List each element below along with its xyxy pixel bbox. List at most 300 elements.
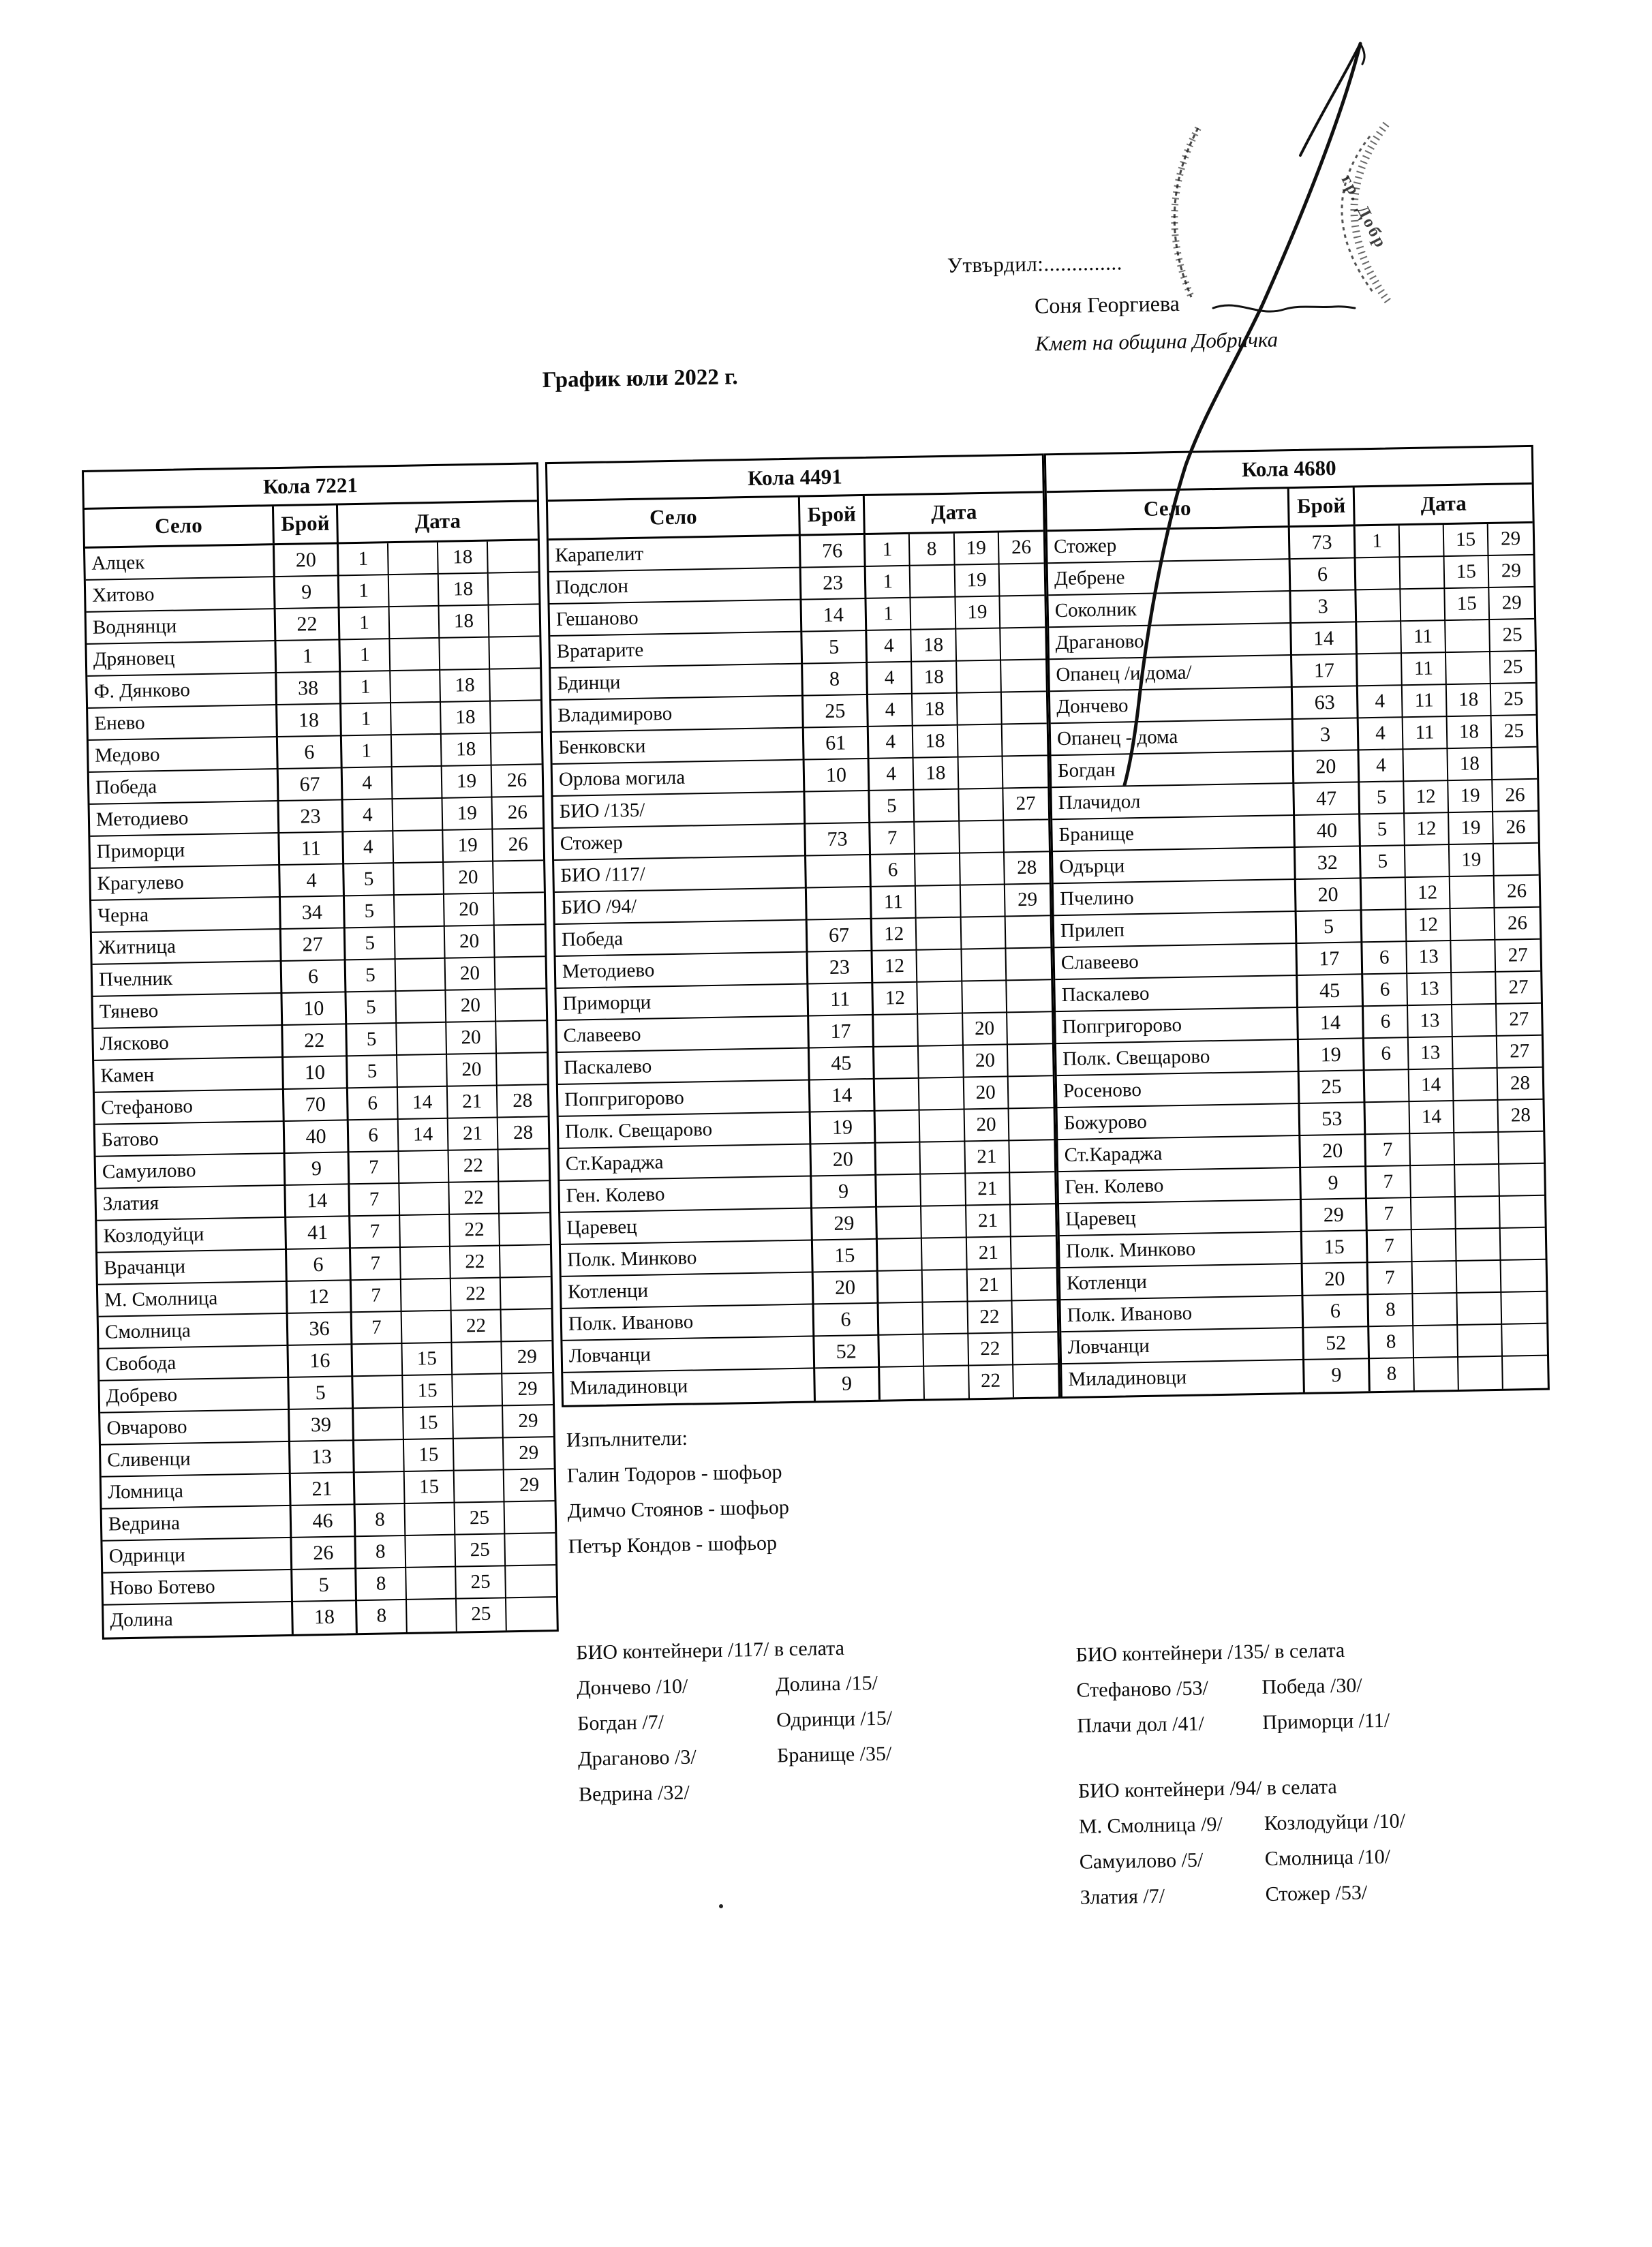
date-cell: 5 [870, 791, 915, 823]
date-cell [1403, 749, 1448, 782]
village-cell: Владимирово [551, 697, 804, 733]
date-cell: 15 [403, 1375, 453, 1408]
date-cell [388, 542, 439, 575]
date-cell [452, 1342, 502, 1375]
bio-section-title: БИО контейнери /94/ в селата [1077, 1775, 1337, 1803]
date-cell: 8 [910, 534, 955, 566]
date-cell: 12 [1407, 909, 1452, 942]
date-cell [1401, 557, 1446, 590]
village-cell: Ломница [102, 1474, 292, 1510]
date-cell: 14 [399, 1119, 449, 1152]
village-cell: Плачидол [1052, 784, 1295, 820]
date-cell: 18 [441, 702, 491, 735]
village-cell: Самуилово [96, 1154, 286, 1189]
count-cell: 20 [1300, 1135, 1366, 1168]
count-cell: 27 [281, 928, 346, 962]
count-cell: 25 [804, 695, 869, 729]
count-cell: 11 [279, 832, 344, 866]
count-cell: 29 [812, 1208, 878, 1241]
date-cell: 29 [1488, 523, 1533, 556]
date-cell [958, 756, 1003, 789]
village-cell: Полк. Свещарово [1056, 1040, 1300, 1076]
count-cell: 3 [1291, 590, 1357, 624]
date-cell [1411, 1197, 1456, 1230]
date-cell [505, 1501, 555, 1534]
date-cell: 11 [1402, 653, 1447, 686]
date-cell [876, 1111, 921, 1144]
date-cell [453, 1374, 503, 1407]
stamp-text: гр. Добр [1337, 172, 1391, 252]
village-cell: Пчелник [93, 962, 283, 997]
date-cell [877, 1207, 922, 1240]
date-cell [1494, 844, 1539, 876]
date-cell [959, 789, 1004, 821]
count-cell: 14 [1298, 1007, 1364, 1040]
date-cell [919, 1046, 964, 1079]
village-cell: Алцек [85, 545, 275, 581]
date-column-header: Дата [414, 508, 461, 534]
village-cell: Дебрене [1048, 560, 1291, 596]
count-cell: 13 [290, 1441, 355, 1474]
count-cell: 23 [279, 800, 344, 834]
bio-section-135 [1075, 1632, 1390, 1744]
date-cell [1001, 660, 1046, 692]
date-cell [495, 957, 546, 990]
count-cell: 6 [287, 1249, 352, 1282]
date-cell: 1 [341, 671, 391, 704]
date-cell: 4 [868, 694, 913, 727]
date-cell: 18 [913, 694, 958, 727]
date-cell: 29 [1005, 884, 1050, 917]
count-cell: 20 [1294, 750, 1360, 784]
date-cell [1008, 1076, 1053, 1109]
date-cell [497, 1053, 547, 1086]
date-cell [1007, 980, 1052, 1013]
date-cell [390, 607, 440, 639]
date-cell [1457, 1261, 1502, 1294]
date-cell: 21 [448, 1118, 499, 1150]
date-cell: 13 [1409, 1037, 1454, 1070]
date-cell: 5 [348, 1056, 398, 1088]
date-cell: 21 [966, 1173, 1011, 1206]
village-cell: Хитово [86, 577, 276, 613]
date-cell: 21 [448, 1086, 498, 1118]
date-cell [1500, 1196, 1545, 1229]
date-cell: 4 [1358, 686, 1403, 718]
date-cell: 5 [346, 928, 396, 960]
date-cell: 19 [443, 830, 493, 863]
date-cell: 19 [1450, 844, 1495, 877]
count-cell: 47 [1294, 782, 1360, 816]
village-cell: Ген. Колево [560, 1176, 812, 1212]
date-cell [407, 1600, 457, 1632]
date-cell: 21 [967, 1269, 1012, 1302]
count-cell: 6 [278, 736, 343, 769]
document-title: График юли 2022 г. [542, 365, 738, 393]
village-cell: Пчелино [1054, 880, 1297, 916]
executors-block [566, 1419, 791, 1565]
village-cell: Стожер [1047, 528, 1291, 564]
date-cell: 6 [1364, 1038, 1409, 1071]
date-cell [1362, 878, 1407, 911]
count-cell: 63 [1293, 686, 1359, 720]
village-column-header: Село [1047, 489, 1290, 530]
date-cell: 6 [1362, 942, 1407, 975]
date-cell: 15 [405, 1471, 455, 1504]
bio-village-count: Ведрина /32/ [578, 1781, 690, 1806]
date-cell [874, 1015, 919, 1048]
count-cell [806, 855, 872, 889]
village-cell: Житница [92, 930, 282, 965]
date-cell: 22 [452, 1310, 502, 1343]
date-cell [923, 1302, 968, 1334]
date-cell: 12 [873, 983, 918, 1015]
date-cell: 29 [502, 1341, 552, 1374]
village-cell: Победа [89, 769, 279, 805]
village-cell: Славеево [557, 1016, 810, 1052]
date-cell: 7 [1366, 1166, 1411, 1199]
date-cell: 22 [968, 1301, 1013, 1334]
date-cell [1011, 1236, 1056, 1269]
date-cell: 12 [872, 919, 917, 951]
village-cell: Славеево [1054, 944, 1298, 980]
date-cell [488, 540, 538, 573]
date-cell [879, 1303, 924, 1336]
date-cell [390, 639, 440, 671]
date-cell [1357, 622, 1402, 654]
date-cell: 25 [1490, 620, 1535, 652]
count-cell: 9 [286, 1152, 350, 1186]
count-column-header: Брой [1289, 487, 1356, 525]
date-cell: 28 [498, 1117, 549, 1150]
date-cell: 7 [350, 1216, 401, 1249]
date-cell [924, 1334, 969, 1366]
count-cell: 46 [292, 1505, 356, 1538]
date-cell [355, 1472, 406, 1505]
count-cell: 1 [276, 640, 341, 673]
date-cell: 20 [444, 894, 495, 927]
village-column-header: Село [85, 506, 275, 547]
count-cell: 23 [801, 567, 867, 600]
date-cell [960, 853, 1005, 885]
date-cell [1000, 628, 1045, 660]
count-cell: 34 [281, 896, 346, 930]
date-cell [489, 605, 540, 637]
date-cell: 8 [1370, 1358, 1415, 1391]
date-cell: 29 [504, 1469, 555, 1502]
date-cell: 26 [1493, 812, 1538, 844]
date-cell [961, 917, 1006, 949]
date-cell [454, 1438, 504, 1471]
date-cell [391, 671, 441, 703]
date-cell [396, 959, 446, 992]
date-cell: 15 [402, 1343, 453, 1376]
date-cell: 8 [356, 1568, 407, 1601]
village-cell: Опанец /и дома/ [1050, 656, 1293, 692]
village-cell: Вратарите [550, 632, 803, 669]
bio-village-count: Стефаново /53/ [1076, 1677, 1209, 1702]
count-cell: 45 [1298, 975, 1364, 1008]
date-cell [915, 854, 960, 887]
village-cell: Черна [91, 898, 281, 933]
count-cell: 6 [814, 1304, 880, 1337]
date-cell: 6 [348, 1088, 399, 1120]
village-cell: Приморци [90, 834, 280, 869]
village-cell: Козлодуйци [97, 1218, 287, 1253]
date-cell [491, 701, 541, 733]
bio-village-count: Бранище /35/ [776, 1742, 892, 1767]
count-cell: 17 [1292, 654, 1358, 688]
count-cell: 5 [289, 1377, 354, 1410]
schedule-table-2 [545, 453, 1060, 1407]
bio-village-count: Одринци /15/ [776, 1707, 893, 1732]
date-cell: 26 [1495, 876, 1540, 908]
count-cell: 15 [1302, 1231, 1368, 1264]
count-cell: 10 [282, 992, 347, 1026]
count-cell: 23 [808, 951, 874, 985]
date-cell [1013, 1332, 1058, 1365]
village-cell: Подслон [549, 568, 802, 605]
date-cell: 8 [356, 1504, 406, 1537]
count-cell: 73 [806, 823, 871, 857]
date-cell: 7 [351, 1248, 401, 1281]
date-cell: 7 [352, 1280, 402, 1313]
count-column-header: Брой [800, 496, 866, 534]
date-cell: 20 [446, 990, 496, 1023]
date-cell: 4 [867, 630, 912, 663]
date-cell: 20 [444, 862, 494, 895]
date-cell [393, 767, 443, 799]
village-cell: Полк. Минково [1060, 1232, 1303, 1268]
date-cell: 7 [350, 1184, 400, 1217]
date-cell: 19 [1448, 780, 1493, 813]
date-column-header: Дата [1420, 491, 1467, 516]
date-cell [1006, 948, 1051, 981]
date-cell: 5 [1361, 846, 1406, 878]
date-cell: 1 [340, 607, 391, 640]
count-cell: 22 [276, 608, 341, 641]
count-cell: 20 [814, 1272, 879, 1305]
date-cell [911, 566, 955, 598]
date-cell: 28 [1005, 852, 1050, 885]
date-cell: 7 [870, 823, 915, 855]
date-cell: 8 [1368, 1294, 1413, 1327]
count-cell: 41 [286, 1217, 351, 1250]
village-cell: БИО /94/ [555, 889, 808, 925]
count-column-header: Брой [274, 505, 339, 543]
date-cell: 5 [346, 960, 397, 992]
date-cell: 1 [339, 543, 389, 576]
village-cell: Попгригорово [558, 1080, 811, 1116]
count-cell: 9 [812, 1176, 877, 1209]
date-cell: 5 [347, 1024, 397, 1056]
date-cell: 4 [1359, 750, 1404, 782]
date-cell [921, 1174, 966, 1207]
date-cell: 1 [339, 575, 390, 608]
date-cell: 25 [1490, 652, 1535, 684]
count-cell: 67 [279, 768, 343, 801]
date-cell: 29 [504, 1437, 554, 1470]
village-cell: Смолница [99, 1314, 289, 1349]
date-cell: 28 [1498, 1068, 1543, 1101]
village-cell: Методиево [556, 953, 809, 989]
count-cell: 15 [813, 1240, 878, 1273]
count-cell: 4 [280, 864, 345, 898]
date-cell: 21 [966, 1237, 1011, 1270]
village-cell: Карапелит [549, 536, 801, 572]
date-cell: 27 [1497, 1004, 1542, 1037]
date-cell [1451, 941, 1496, 973]
date-cell [1358, 654, 1403, 686]
date-cell: 29 [502, 1373, 553, 1406]
date-cell: 7 [1368, 1262, 1413, 1295]
bio-village-count: Козлодуйци /10/ [1264, 1809, 1406, 1835]
date-cell: 1 [866, 598, 911, 631]
bio-village-count: Богдан /7/ [577, 1711, 664, 1735]
date-cell [923, 1270, 968, 1303]
date-cell: 21 [965, 1141, 1010, 1174]
date-cell [1009, 1108, 1054, 1141]
date-cell: 12 [1406, 877, 1451, 910]
date-cell [406, 1535, 456, 1568]
village-cell: Ст.Караджа [1058, 1136, 1301, 1172]
count-cell: 9 [1301, 1167, 1367, 1200]
date-cell: 5 [344, 863, 395, 896]
date-cell [489, 637, 540, 669]
date-cell [917, 918, 962, 951]
date-cell [493, 861, 544, 893]
date-cell [875, 1079, 920, 1112]
date-cell [1000, 596, 1045, 628]
date-cell [397, 1023, 447, 1056]
date-cell: 28 [1498, 1100, 1543, 1133]
date-cell [396, 991, 446, 1024]
date-cell [957, 661, 1002, 694]
bio-section-items [1076, 1668, 1390, 1744]
bio-village-count: Самуилово /5/ [1079, 1848, 1204, 1874]
date-cell [391, 703, 442, 735]
signer-name: Соня Георгиева [1034, 290, 1180, 318]
count-cell: 9 [1304, 1359, 1371, 1392]
village-cell: Ф. Дянково [87, 673, 277, 709]
date-cell [918, 982, 963, 1015]
village-cell: Батово [95, 1122, 286, 1157]
date-cell [1458, 1357, 1503, 1390]
date-cell [500, 1245, 551, 1278]
date-cell [389, 575, 440, 607]
bio-section-94 [1078, 1768, 1407, 1915]
count-cell: 9 [275, 576, 340, 609]
village-cell: БИО /117/ [554, 857, 807, 893]
date-cell: 18 [913, 726, 958, 759]
date-cell: 5 [346, 992, 397, 1024]
date-cell: 29 [1489, 587, 1534, 620]
date-cell: 20 [445, 926, 495, 959]
date-cell [393, 831, 444, 863]
date-cell [1010, 1172, 1055, 1205]
date-cell: 8 [1369, 1326, 1414, 1359]
count-cell: 38 [277, 672, 341, 705]
date-cell: 27 [1495, 940, 1540, 973]
date-cell [1452, 1005, 1497, 1037]
date-cell [1003, 756, 1047, 789]
village-cell: Полк. Иваново [1060, 1296, 1304, 1332]
table-title: Кола 4680 [1046, 447, 1532, 493]
date-cell [918, 1014, 963, 1047]
village-cell: Полк. Минково [561, 1240, 814, 1277]
date-cell [920, 1110, 965, 1143]
date-cell [1365, 1102, 1410, 1135]
date-cell: 5 [1360, 814, 1405, 846]
date-cell [922, 1238, 967, 1271]
date-cell: 18 [914, 758, 959, 791]
date-cell: 14 [398, 1087, 448, 1120]
date-cell [911, 598, 956, 630]
village-cell: Котленци [1060, 1264, 1304, 1300]
village-cell: Добрево [100, 1378, 290, 1413]
date-cell [1499, 1164, 1544, 1197]
count-cell: 6 [1291, 558, 1357, 592]
village-cell: Бенковски [552, 729, 805, 765]
date-cell: 7 [350, 1152, 400, 1184]
executor-item: Галин Тодоров - шофьор [566, 1461, 782, 1487]
date-cell: 26 [492, 797, 542, 829]
date-cell [962, 949, 1007, 981]
date-cell: 18 [1447, 684, 1492, 717]
village-cell: Миладиновци [1062, 1360, 1305, 1396]
date-cell [1004, 820, 1049, 853]
date-cell: 18 [440, 606, 490, 639]
date-cell: 8 [357, 1600, 408, 1633]
date-cell [1012, 1300, 1057, 1333]
date-cell [490, 669, 540, 701]
table-title: Кола 4491 [547, 455, 1043, 502]
date-cell: 4 [1359, 718, 1404, 750]
date-cell [958, 724, 1003, 757]
count-cell: 10 [805, 759, 870, 793]
count-cell: 12 [288, 1281, 352, 1314]
date-cell [1011, 1268, 1056, 1301]
village-cell: Полк. Иваново [562, 1304, 815, 1341]
date-cell: 7 [1367, 1198, 1412, 1231]
date-cell: 18 [440, 670, 491, 703]
bio-section-117 [576, 1630, 893, 1813]
date-cell: 13 [1408, 1005, 1453, 1038]
date-cell [400, 1215, 450, 1248]
village-cell: Тянево [93, 994, 283, 1029]
date-cell: 22 [449, 1182, 500, 1214]
date-cell [915, 790, 960, 823]
date-cell [1412, 1229, 1457, 1262]
executors-label: Изпълнители: [566, 1426, 688, 1452]
date-cell [1452, 973, 1497, 1005]
date-cell: 14 [1409, 1101, 1454, 1134]
date-cell: 13 [1407, 941, 1452, 974]
count-cell: 5 [292, 1569, 357, 1602]
date-cell [960, 885, 1005, 917]
date-cell [1503, 1356, 1548, 1389]
date-cell [1499, 1132, 1544, 1165]
date-cell: 12 [872, 951, 917, 983]
schedule-table-3 [1044, 445, 1550, 1398]
date-cell [502, 1309, 552, 1342]
date-cell: 12 [1404, 781, 1449, 814]
bio-village-count: М. Смолница /9/ [1078, 1813, 1223, 1838]
count-cell: 52 [1304, 1327, 1370, 1360]
village-cell: Божурово [1058, 1104, 1301, 1140]
date-cell: 22 [451, 1278, 502, 1311]
count-cell: 32 [1296, 846, 1362, 880]
